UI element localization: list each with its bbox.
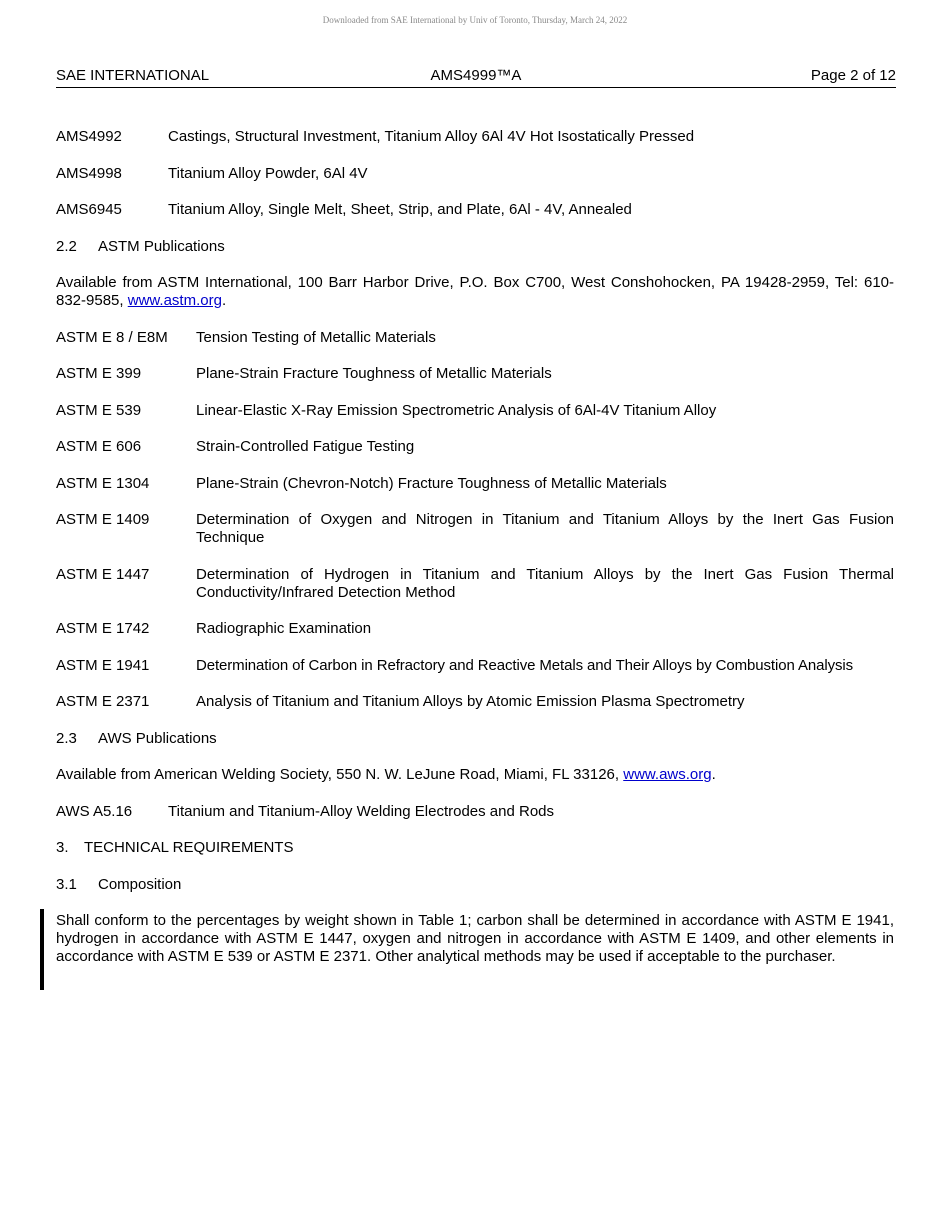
reference-row	[56, 402, 894, 420]
reference-title: Strain-Controlled Fatigue Testing	[196, 438, 415, 455]
download-watermark: Downloaded from SAE International by Univ of Toronto, Thursday, March 24, 2022	[322, 15, 628, 25]
reference-row	[56, 657, 894, 675]
section-number: 3.	[56, 839, 69, 856]
reference-title: Linear-Elastic X-Ray Emission Spectrometric Analysis of 6Al-4V Titanium Alloy	[196, 401, 717, 419]
availability-text: Available from American Welding Society, 550 N. W. LeJune Road, Miami, FL 33126,	[56, 766, 624, 783]
revision-change-bar	[40, 909, 44, 990]
reference-code: ASTM E 606	[56, 438, 142, 455]
reference-row	[56, 438, 894, 456]
composition-paragraph: Shall conform to the percentages by weight shown in Table 1; carbon shall be determined in accordance with ASTM E 1941, hydrogen in accordance with ASTM E 1447, oxygen and nitrogen in accordance with ASTM E 1409, and other elements in accordance with ASTM E 539 or ASTM E 2371. Other analytical methods may be used if acceptable to the purchaser.	[56, 912, 894, 965]
section-heading-technical	[56, 839, 894, 857]
reference-title: Determination of Oxygen and Nitrogen in Titanium and Titanium Alloys by the Inert Gas Fusion Technique	[196, 511, 894, 546]
reference-code: ASTM E 1409	[56, 511, 150, 528]
reference-code: ASTM E 1447	[56, 565, 150, 583]
reference-title: Titanium Alloy, Single Melt, Sheet, Strip, and Plate, 6Al - 4V, Annealed	[168, 201, 632, 218]
section-number: 3.1	[56, 875, 77, 893]
header-page-number: Page 2 of 12	[810, 67, 896, 84]
reference-code: AMS4998	[56, 164, 122, 182]
reference-code: ASTM E 1941	[56, 656, 150, 674]
section-heading-aws	[56, 730, 894, 748]
section-title: AWS Publications	[98, 729, 217, 747]
reference-title: Determination of Hydrogen in Titanium and Titanium Alloys by the Inert Gas Fusion Thermal Conductivity/Infrared Detection Method	[196, 565, 894, 601]
section-heading-composition	[56, 876, 894, 894]
astm-website-link[interactable]: www.astm.org	[127, 292, 222, 309]
section-heading-astm	[56, 238, 894, 256]
reference-title: Castings, Structural Investment, Titanium Alloy 6Al 4V Hot Isostatically Pressed	[168, 128, 695, 145]
availability-text: Available from ASTM International, 100 Barr Harbor Drive, P.O. Box C700, West Conshohocken, PA 19428-2959, Tel: 610-832-9585,	[56, 274, 894, 309]
reference-row	[56, 566, 894, 602]
availability-suffix: .	[221, 292, 227, 309]
reference-title: Radiographic Examination	[196, 620, 372, 637]
reference-row	[56, 329, 894, 347]
reference-title: Analysis of Titanium and Titanium Alloys by Atomic Emission Plasma Spectrometry	[196, 693, 745, 710]
reference-row	[56, 475, 894, 493]
reference-row	[56, 201, 894, 219]
reference-row	[56, 803, 894, 821]
reference-row	[56, 365, 894, 383]
reference-code: AWS A5.16	[56, 802, 133, 820]
document-body	[56, 128, 894, 985]
reference-title: Tension Testing of Metallic Materials	[196, 328, 436, 346]
header-org: SAE INTERNATIONAL	[56, 67, 210, 84]
section-title: ASTM Publications	[98, 237, 225, 255]
reference-title: Plane-Strain Fracture Toughness of Metallic Materials	[196, 365, 552, 382]
reference-row	[56, 511, 894, 547]
reference-code: ASTM E 399	[56, 365, 142, 382]
availability-suffix: .	[711, 766, 716, 783]
aws-availability	[56, 766, 894, 784]
aws-website-link[interactable]: www.aws.org	[623, 766, 712, 783]
reference-row	[56, 693, 894, 711]
astm-availability	[56, 274, 894, 310]
reference-title: Determination of Carbon in Refractory and Reactive Metals and Their Alloys by Combustion Analysis	[196, 656, 854, 674]
section-title: TECHNICAL REQUIREMENTS	[84, 839, 294, 856]
reference-row	[56, 620, 894, 638]
reference-code: ASTM E 1742	[56, 620, 150, 637]
section-title: Composition	[98, 875, 182, 893]
reference-code: AMS6945	[56, 201, 122, 218]
reference-title: Titanium Alloy Powder, 6Al 4V	[168, 164, 368, 182]
reference-row	[56, 165, 894, 183]
reference-code: ASTM E 1304	[56, 474, 150, 492]
header-doc-id: AMS4999™A	[430, 67, 522, 84]
reference-code: ASTM E 539	[56, 401, 142, 419]
section-number: 2.3	[56, 729, 77, 747]
page-header	[56, 67, 896, 88]
reference-code: ASTM E 2371	[56, 693, 150, 710]
section-number: 2.2	[56, 237, 77, 255]
reference-title: Plane-Strain (Chevron-Notch) Fracture Toughness of Metallic Materials	[196, 474, 667, 492]
reference-title: Titanium and Titanium-Alloy Welding Electrodes and Rods	[168, 802, 555, 820]
reference-code: AMS4992	[56, 128, 122, 145]
reference-row	[56, 128, 894, 146]
reference-code: ASTM E 8 / E8M	[56, 328, 168, 346]
